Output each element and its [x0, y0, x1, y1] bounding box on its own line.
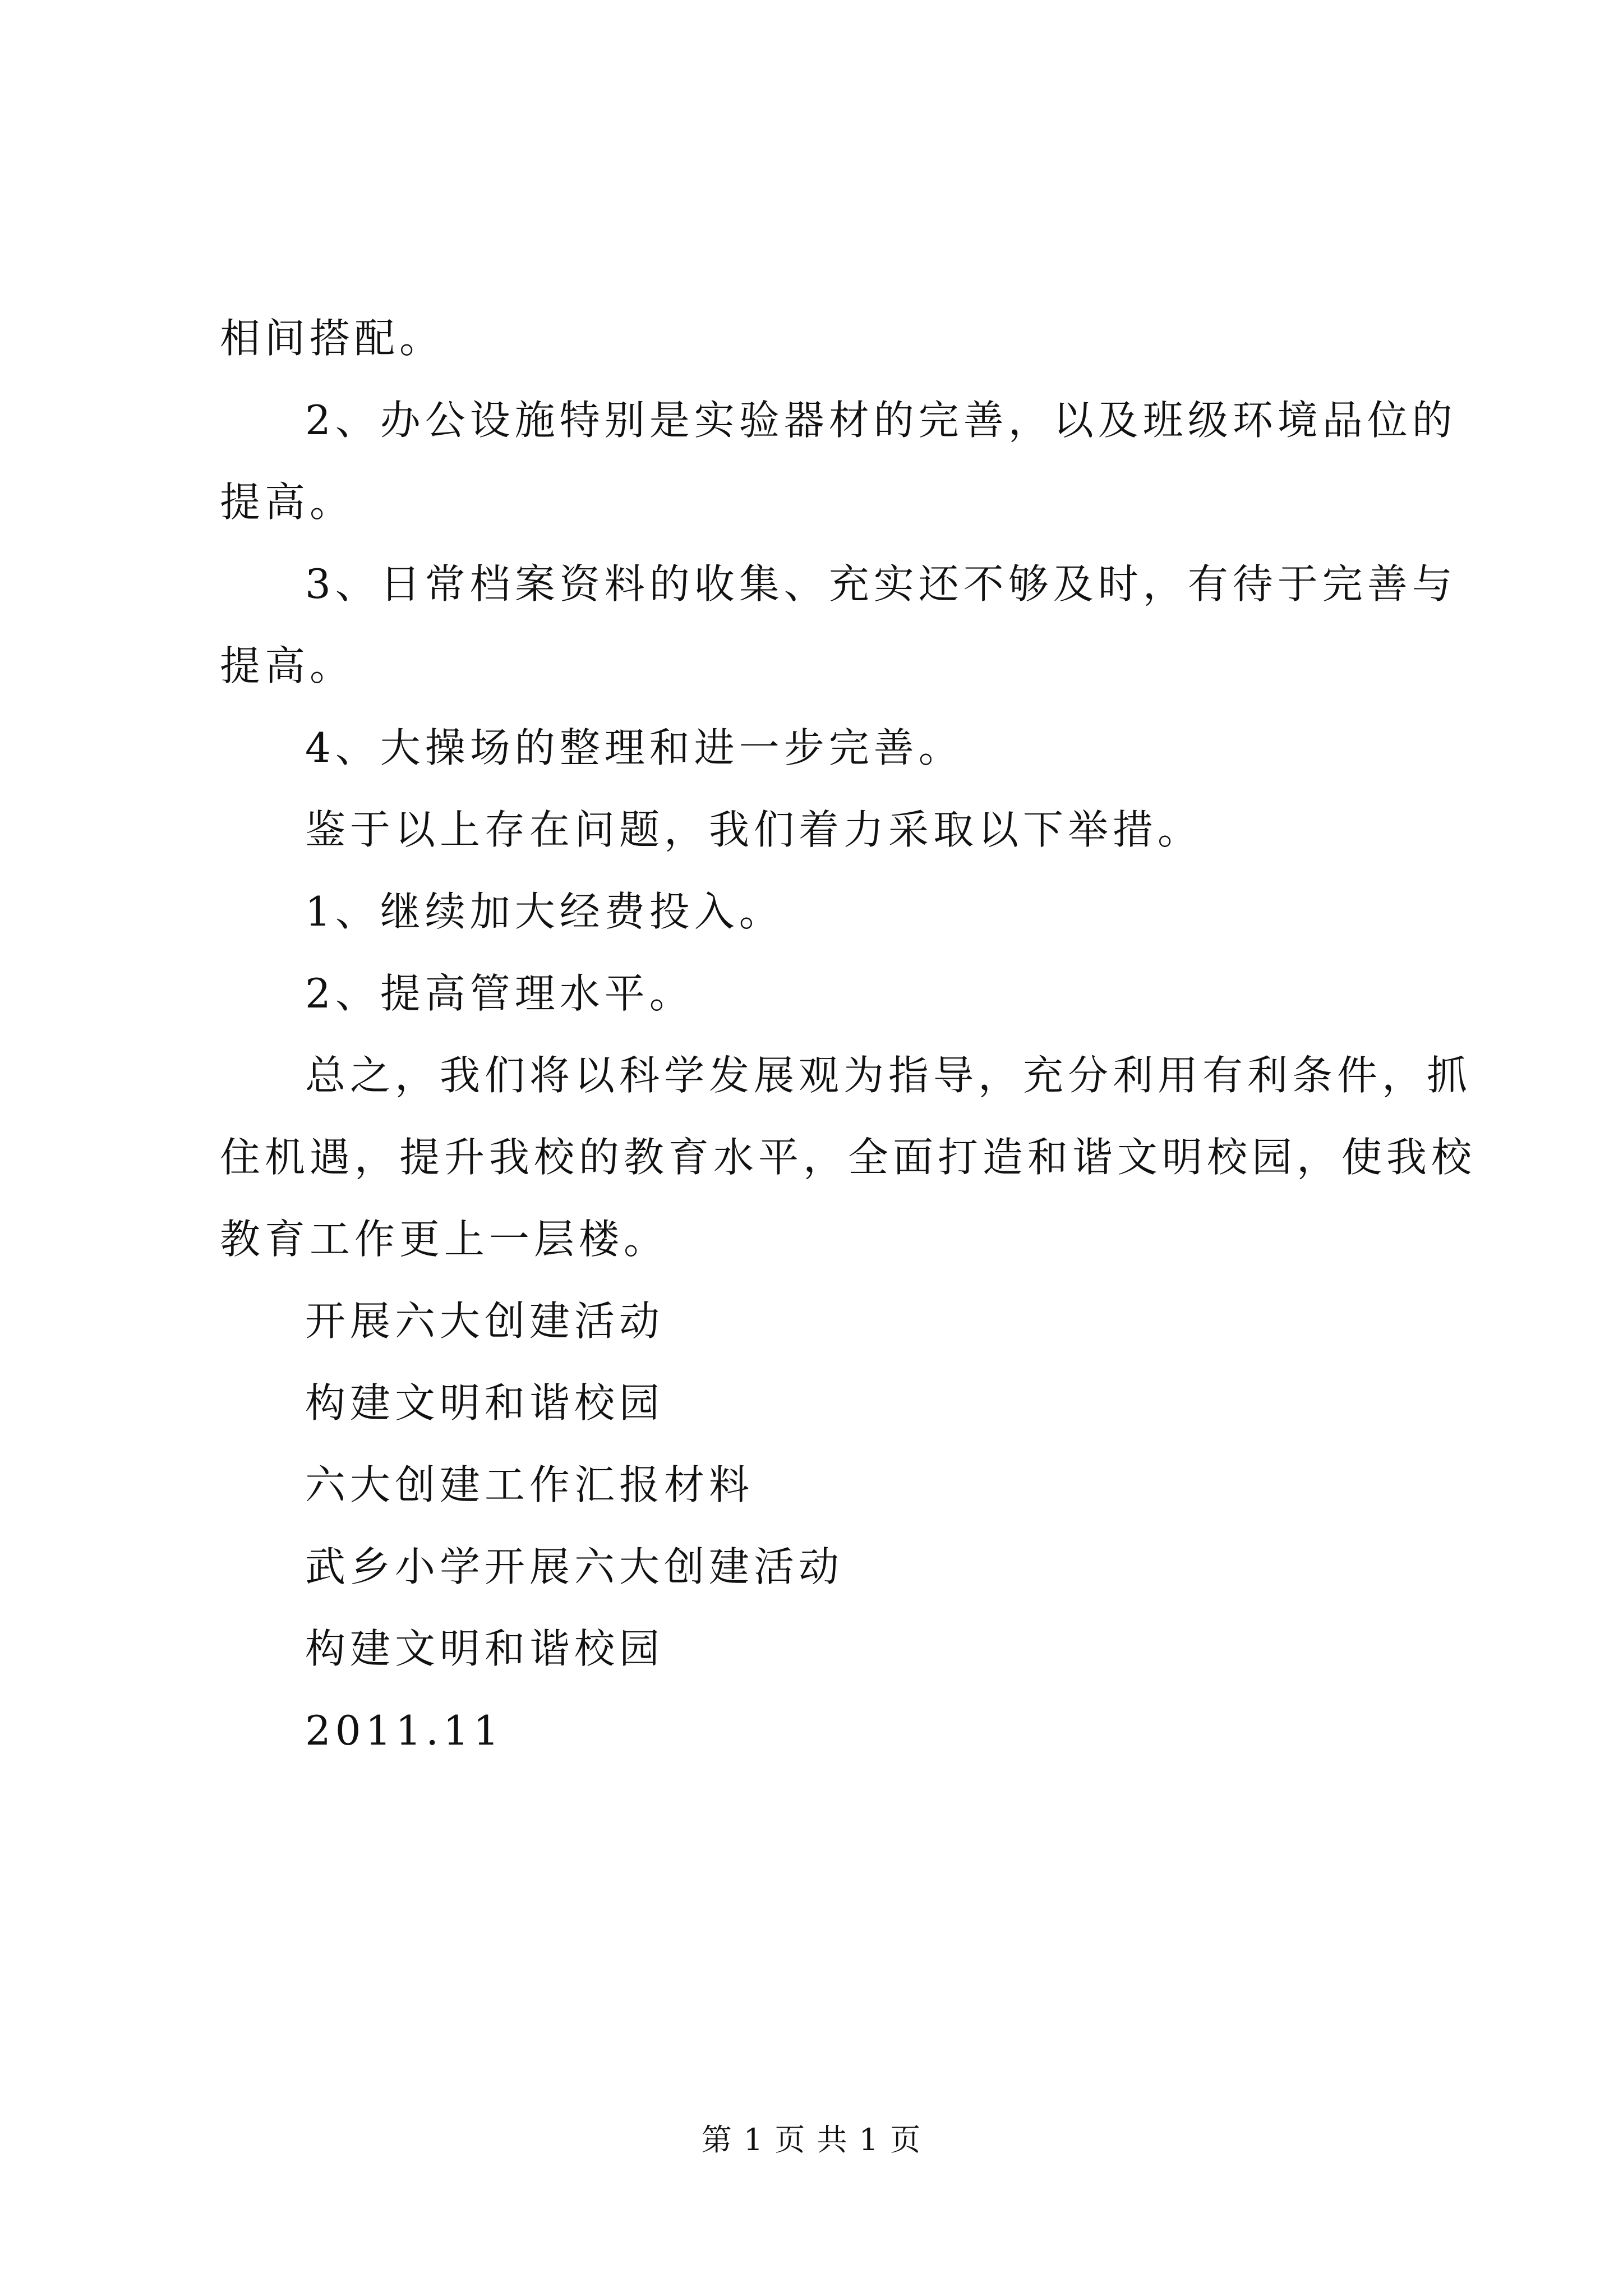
document-body	[220, 297, 1477, 1772]
body-line: 教育工作更上一层楼。	[220, 1216, 669, 1263]
body-line: 4、大操场的整理和进一步完善。	[305, 724, 963, 771]
body-line: 3、日常档案资料的收集、充实还不够及时，有待于完善与	[305, 560, 1457, 608]
body-line: 提高。	[220, 478, 355, 526]
body-line: 1、继续加大经费投入。	[305, 888, 784, 935]
body-line: 提高。	[220, 642, 355, 689]
body-line: 住机遇，提升我校的教育水平，全面打造和谐文明校园，使我校	[220, 1134, 1477, 1181]
heading-line: 开展六大创建活动	[305, 1297, 665, 1345]
heading-line: 六大创建工作汇报材料	[305, 1461, 754, 1508]
body-line: 相间搭配。	[220, 315, 445, 362]
heading-line: 武乡小学开展六大创建活动	[305, 1543, 844, 1590]
heading-line: 构建文明和谐校园	[305, 1625, 665, 1672]
date-line: 2011.11	[305, 1707, 504, 1754]
page-number: 第 1 页 共 1 页	[701, 2122, 922, 2157]
body-line: 2、办公设施特别是实验器材的完善，以及班级环境品位的	[305, 397, 1457, 444]
body-line: 2、提高管理水平。	[305, 970, 694, 1017]
body-line: 鉴于以上存在问题，我们着力采取以下举措。	[305, 806, 1203, 853]
heading-line: 构建文明和谐校园	[305, 1379, 665, 1427]
body-line: 总之，我们将以科学发展观为指导，充分利用有利条件，抓	[305, 1052, 1472, 1099]
